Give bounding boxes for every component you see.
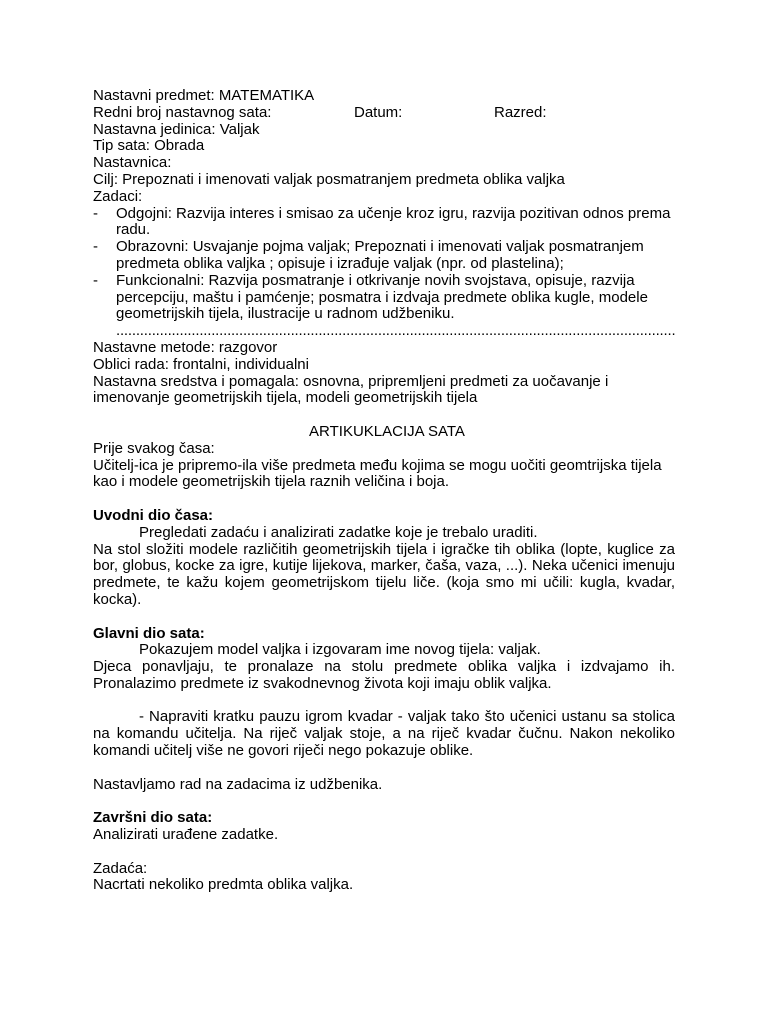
task-item-funkcionalni [93,273,675,323]
spacer [93,760,675,777]
unit-line: Nastavna jedinica: Valjak [93,120,260,138]
homework-label: Zadaća: [93,859,148,877]
homework-text: Nacrtati nekoliko predmta oblika valjka. [93,876,354,894]
lesson-info-row [93,105,675,122]
dotted-separator: ............................................................................................................................................. [116,323,675,340]
spacer [93,407,675,424]
final-heading: Završni dio sata: [93,809,213,827]
grade-label: Razred: [494,103,547,121]
spacer [93,491,675,508]
continue-line: Nastavljamo rad na zadacima iz udžbenika. [93,775,383,793]
intro-first-line: Pregledati zadaću i analizirati zadatke koje je trebalo uraditi. [139,523,538,541]
subject-line: Nastavni predmet: MATEMATIKA [93,87,315,104]
spacer [93,793,675,810]
lesson-number-label: Redni broj nastavnog sata: [93,103,272,121]
before-class-paragraph: Učitelj-ica je pripremo-ila više predmeta među kojima se mogu uočiti geomtrijska tijela kao i modele geometrijskih tijela raznih veličina i boja. [93,456,662,491]
bullet-dash: - [93,238,98,256]
articulation-title: ARTIKUKLACIJA SATA [309,422,465,440]
main-paragraph: Djeca ponavljaju, te pronalaze na stolu predmete oblika valjka i izdvajamo ih. Pronalazimo predmete iz svakodnevnog života koji imaju oblik valjka. [93,658,675,692]
lesson-type-line: Tip sata: Obrada [93,137,205,155]
task-text: Odgojni: Razvija interes i smisao za učenje kroz igru, razvija pozitivan odnos prema radu. [116,204,671,239]
date-label: Datum: [354,103,403,121]
intro-paragraph: Na stol složiti modele različitih geometrijskih tijela i igračke tih oblika (lopte, kuglice za bor, globus, kocke za igre, kutije lijekova, marker, čaša, vaza, ...). Neka učenici imenuju predmete, te kažu kojem geometrijskom tijelu liče. (koja smo mi učili: kugla, kvadar, kocka). [93,540,675,608]
main-first-line: Pokazujem model valjka i izgovaram ime novog tijela: valjak. [139,641,541,659]
before-class-label: Prije svakog časa: [93,439,215,457]
bullet-dash: - [93,271,98,289]
main-heading: Glavni dio sata: [93,624,205,642]
final-line: Analizirati urađene zadatke. [93,826,279,844]
spacer [93,844,675,861]
work-forms-line: Oblici rada: frontalni, individualni [93,355,309,373]
task-item-odgojni [93,206,675,240]
tasks-label: Zadaci: [93,187,143,205]
spacer [93,693,675,710]
task-item-obrazovni [93,239,675,273]
spacer [93,609,675,626]
pause-paragraph: - Napraviti kratku pauzu igrom kvadar - valjak tako što učenici ustanu sa stolica na komandu učitelja. Na riječ valjak stoje, a na riječ kvadar čučnu. Nakon nekoliko komandi učitelj više ne govori riječi nego pokazuje oblike. [93,708,675,760]
lesson-plan-document [93,88,675,894]
teacher-line: Nastavnica: [93,154,172,172]
bullet-dash: - [93,204,98,222]
goal-line: Cilj: Prepoznati i imenovati valjak posmatranjem predmeta oblika valjka [93,170,565,188]
methods-line: Nastavne metode: razgovor [93,338,278,356]
teaching-aids-paragraph: Nastavna sredstva i pomagala: osnovna, pripremljeni predmeti za uočavanje i imenovanje geometrijskih tijela, modeli geometrijskih tijela [93,372,609,407]
intro-heading: Uvodni dio časa: [93,506,214,524]
task-text: Funkcionalni: Razvija posmatranje i otkrivanje novih svojstava, opisuje, razvija percepciju, maštu i pamćenje; posmatra i izdvaja predmete oblika kugle, modele geometrijskih tijela, ilustracije u radnom udžbeniku. [116,271,648,323]
task-text: Obrazovni: Usvajanje pojma valjak; Prepoznati i imenovati valjak posmatranjem predmeta oblika valjka ; opisuje i izrađuje valjak (npr. od plastelina); [116,238,644,272]
